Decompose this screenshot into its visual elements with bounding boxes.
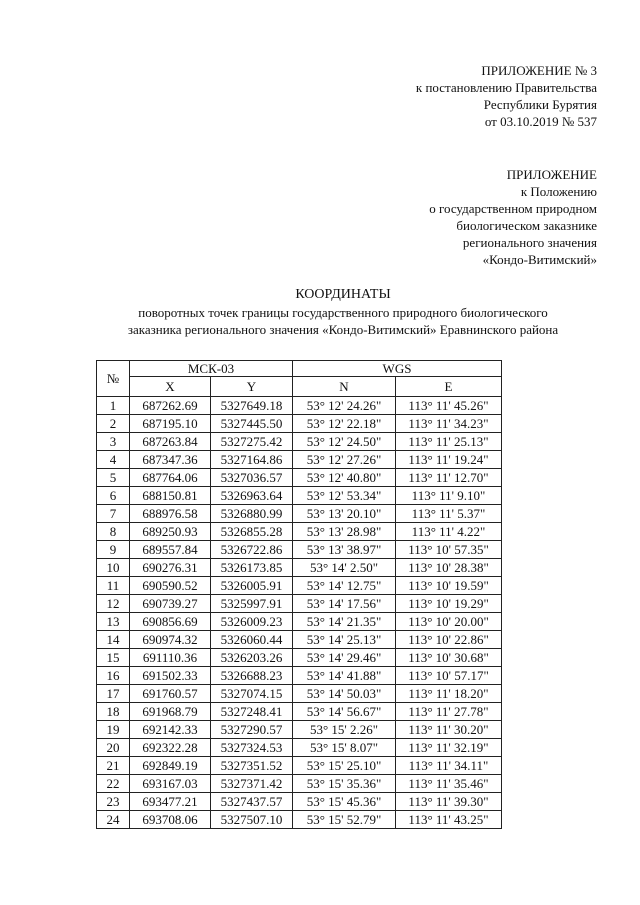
msk-x: 690856.69 <box>130 613 211 631</box>
table-row <box>97 505 502 523</box>
row-number: 7 <box>97 505 130 523</box>
wgs-n: 53° 15' 8.07" <box>293 739 396 757</box>
wgs-n: 53° 14' 41.88" <box>293 667 396 685</box>
wgs-n: 53° 14' 29.46" <box>293 649 396 667</box>
msk-x: 692142.33 <box>130 721 211 739</box>
msk-x: 690974.32 <box>130 631 211 649</box>
table-row <box>97 451 502 469</box>
wgs-n: 53° 14' 25.13" <box>293 631 396 649</box>
msk-y: 5326722.86 <box>211 541 293 559</box>
regulation-header <box>429 166 597 268</box>
msk-y: 5325997.91 <box>211 595 293 613</box>
table-row <box>97 631 502 649</box>
wgs-n: 53° 13' 28.98" <box>293 523 396 541</box>
title-main: КООРДИНАТЫ <box>295 287 391 302</box>
msk-y: 5327437.57 <box>211 793 293 811</box>
msk-y: 5327351.52 <box>211 757 293 775</box>
row-number: 20 <box>97 739 130 757</box>
regulation-header-line: регионального значения <box>462 235 597 250</box>
table-header <box>97 361 502 397</box>
wgs-n: 53° 14' 12.75" <box>293 577 396 595</box>
wgs-e: 113° 10' 57.35" <box>396 541 502 559</box>
wgs-e: 113° 11' 45.26" <box>396 397 502 415</box>
row-number: 3 <box>97 433 130 451</box>
row-number: 11 <box>97 577 130 595</box>
msk-x: 687764.06 <box>130 469 211 487</box>
msk-x: 691968.79 <box>130 703 211 721</box>
msk-y: 5326060.44 <box>211 631 293 649</box>
msk-y: 5327164.86 <box>211 451 293 469</box>
row-number: 1 <box>97 397 130 415</box>
header-wgs: WGS <box>293 361 502 377</box>
wgs-n: 53° 15' 52.79" <box>293 811 396 829</box>
wgs-n: 53° 15' 25.10" <box>293 757 396 775</box>
wgs-e: 113° 11' 43.25" <box>396 811 502 829</box>
row-number: 24 <box>97 811 130 829</box>
row-number: 4 <box>97 451 130 469</box>
msk-x: 687263.84 <box>130 433 211 451</box>
msk-y: 5326009.23 <box>211 613 293 631</box>
msk-x: 688150.81 <box>130 487 211 505</box>
wgs-e: 113° 11' 30.20" <box>396 721 502 739</box>
regulation-header-line: биологическом заказнике <box>456 218 597 233</box>
document-title <box>80 286 606 338</box>
table-row <box>97 775 502 793</box>
msk-y: 5327371.42 <box>211 775 293 793</box>
msk-y: 5327445.50 <box>211 415 293 433</box>
msk-x: 691502.33 <box>130 667 211 685</box>
wgs-n: 53° 15' 35.36" <box>293 775 396 793</box>
msk-x: 687262.69 <box>130 397 211 415</box>
row-number: 12 <box>97 595 130 613</box>
msk-x: 687195.10 <box>130 415 211 433</box>
msk-y: 5327036.57 <box>211 469 293 487</box>
msk-y: 5327290.57 <box>211 721 293 739</box>
wgs-e: 113° 11' 34.23" <box>396 415 502 433</box>
table-row <box>97 469 502 487</box>
wgs-e: 113° 11' 18.20" <box>396 685 502 703</box>
table-row <box>97 739 502 757</box>
table-row <box>97 487 502 505</box>
msk-y: 5327275.42 <box>211 433 293 451</box>
msk-y: 5327649.18 <box>211 397 293 415</box>
wgs-e: 113° 11' 27.78" <box>396 703 502 721</box>
header-y: Y <box>211 377 293 397</box>
wgs-e: 113° 10' 57.17" <box>396 667 502 685</box>
row-number: 13 <box>97 613 130 631</box>
row-number: 14 <box>97 631 130 649</box>
wgs-n: 53° 13' 20.10" <box>293 505 396 523</box>
title-subtitle-line: поворотных точек границы государственного природного биологического <box>138 305 548 320</box>
row-number: 16 <box>97 667 130 685</box>
msk-x: 687347.36 <box>130 451 211 469</box>
row-number: 6 <box>97 487 130 505</box>
msk-y: 5326855.28 <box>211 523 293 541</box>
msk-x: 692849.19 <box>130 757 211 775</box>
regulation-header-line: ПРИЛОЖЕНИЕ <box>506 167 597 182</box>
table-row <box>97 577 502 595</box>
wgs-n: 53° 12' 22.18" <box>293 415 396 433</box>
msk-y: 5327248.41 <box>211 703 293 721</box>
row-number: 22 <box>97 775 130 793</box>
msk-y: 5326173.85 <box>211 559 293 577</box>
row-number: 2 <box>97 415 130 433</box>
table-row <box>97 559 502 577</box>
table-row <box>97 523 502 541</box>
header-e: E <box>396 377 502 397</box>
header-x: X <box>130 377 211 397</box>
table-row <box>97 811 502 829</box>
header-number: № <box>97 361 130 397</box>
wgs-e: 113° 11' 35.46" <box>396 775 502 793</box>
row-number: 21 <box>97 757 130 775</box>
appendix-header-line: от 03.10.2019 № 537 <box>484 114 597 129</box>
msk-y: 5327074.15 <box>211 685 293 703</box>
row-number: 10 <box>97 559 130 577</box>
table-row <box>97 397 502 415</box>
msk-x: 693708.06 <box>130 811 211 829</box>
wgs-n: 53° 12' 27.26" <box>293 451 396 469</box>
msk-x: 688976.58 <box>130 505 211 523</box>
msk-x: 693477.21 <box>130 793 211 811</box>
regulation-header-line: «Кондо-Витимский» <box>482 252 597 267</box>
row-number: 23 <box>97 793 130 811</box>
wgs-e: 113° 11' 34.11" <box>396 757 502 775</box>
msk-x: 691110.36 <box>130 649 211 667</box>
msk-y: 5326203.26 <box>211 649 293 667</box>
table-body <box>97 397 502 829</box>
row-number: 9 <box>97 541 130 559</box>
msk-y: 5327324.53 <box>211 739 293 757</box>
wgs-e: 113° 11' 12.70" <box>396 469 502 487</box>
table-row <box>97 757 502 775</box>
table-row <box>97 541 502 559</box>
wgs-e: 113° 11' 25.13" <box>396 433 502 451</box>
msk-x: 692322.28 <box>130 739 211 757</box>
wgs-n: 53° 12' 24.26" <box>293 397 396 415</box>
row-number: 5 <box>97 469 130 487</box>
table-row <box>97 721 502 739</box>
table-row <box>97 649 502 667</box>
header-msk03: МСК-03 <box>130 361 293 377</box>
msk-y: 5326880.99 <box>211 505 293 523</box>
appendix-header <box>416 62 597 130</box>
row-number: 15 <box>97 649 130 667</box>
wgs-n: 53° 12' 24.50" <box>293 433 396 451</box>
wgs-e: 113° 11' 32.19" <box>396 739 502 757</box>
table-row <box>97 613 502 631</box>
msk-x: 690590.52 <box>130 577 211 595</box>
msk-x: 689557.84 <box>130 541 211 559</box>
table-row <box>97 415 502 433</box>
wgs-e: 113° 10' 19.29" <box>396 595 502 613</box>
table-row <box>97 793 502 811</box>
header-n: N <box>293 377 396 397</box>
wgs-e: 113° 10' 19.59" <box>396 577 502 595</box>
wgs-n: 53° 12' 53.34" <box>293 487 396 505</box>
msk-y: 5326688.23 <box>211 667 293 685</box>
wgs-n: 53° 14' 21.35" <box>293 613 396 631</box>
title-subtitle-line: заказника регионального значения «Кондо-Витимский» Еравнинского района <box>127 322 559 337</box>
msk-x: 690739.27 <box>130 595 211 613</box>
wgs-e: 113° 11' 39.30" <box>396 793 502 811</box>
wgs-n: 53° 15' 45.36" <box>293 793 396 811</box>
table-row <box>97 685 502 703</box>
msk-y: 5326963.64 <box>211 487 293 505</box>
wgs-n: 53° 14' 2.50" <box>293 559 396 577</box>
wgs-n: 53° 14' 17.56" <box>293 595 396 613</box>
table-row <box>97 433 502 451</box>
msk-x: 693167.03 <box>130 775 211 793</box>
wgs-n: 53° 14' 50.03" <box>293 685 396 703</box>
msk-x: 690276.31 <box>130 559 211 577</box>
msk-x: 691760.57 <box>130 685 211 703</box>
wgs-n: 53° 15' 2.26" <box>293 721 396 739</box>
msk-x: 689250.93 <box>130 523 211 541</box>
appendix-header-line: ПРИЛОЖЕНИЕ № 3 <box>481 63 597 78</box>
wgs-e: 113° 11' 9.10" <box>396 487 502 505</box>
wgs-e: 113° 11' 4.22" <box>396 523 502 541</box>
msk-y: 5326005.91 <box>211 577 293 595</box>
wgs-e: 113° 11' 5.37" <box>396 505 502 523</box>
appendix-header-line: к постановлению Правительства <box>415 80 597 95</box>
table-row <box>97 595 502 613</box>
wgs-e: 113° 11' 19.24" <box>396 451 502 469</box>
table-row <box>97 703 502 721</box>
wgs-n: 53° 12' 40.80" <box>293 469 396 487</box>
row-number: 17 <box>97 685 130 703</box>
row-number: 19 <box>97 721 130 739</box>
regulation-header-line: к Положению <box>520 184 597 199</box>
coordinates-table <box>96 360 502 829</box>
wgs-e: 113° 10' 22.86" <box>396 631 502 649</box>
wgs-e: 113° 10' 28.38" <box>396 559 502 577</box>
wgs-e: 113° 10' 20.00" <box>396 613 502 631</box>
table-row <box>97 667 502 685</box>
wgs-e: 113° 10' 30.68" <box>396 649 502 667</box>
msk-y: 5327507.10 <box>211 811 293 829</box>
row-number: 18 <box>97 703 130 721</box>
appendix-header-line: Республики Бурятия <box>483 97 597 112</box>
wgs-n: 53° 13' 38.97" <box>293 541 396 559</box>
regulation-header-line: о государственном природном <box>429 201 597 216</box>
row-number: 8 <box>97 523 130 541</box>
wgs-n: 53° 14' 56.67" <box>293 703 396 721</box>
